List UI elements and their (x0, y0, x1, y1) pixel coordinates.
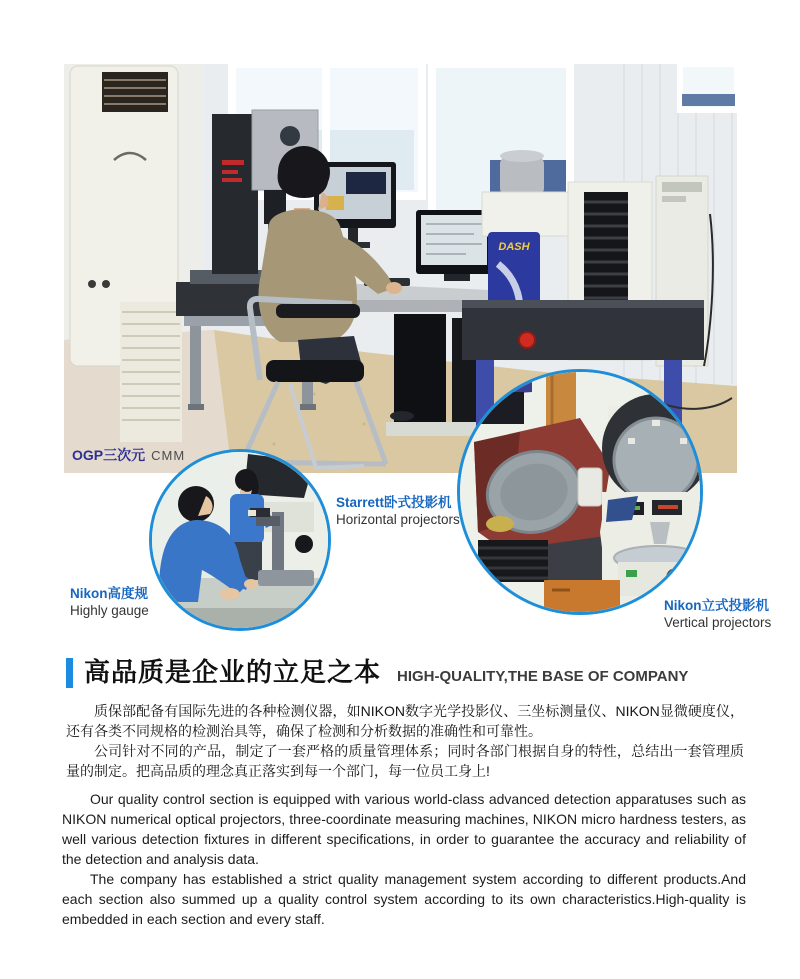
dash-logo-text: DASH (498, 241, 530, 253)
page-title-en: HIGH-QUALITY,THE BASE OF COMPANY (397, 668, 689, 685)
projector-inset-photo (457, 369, 703, 615)
starrett-caption-en: Horizontal projectors (336, 512, 460, 527)
nikon-height-caption-en: Highly gauge (70, 603, 149, 618)
paragraph-zh-1: 质保部配备有国际先进的各种检测仪器，如NIKON数字光学投影仪、三坐标测量仪、NIKON显微硬度仪，还有各类不同规格的检测治具等，确保了检测和分析数据的准确性和可靠性。 (66, 703, 744, 739)
starrett-caption (336, 494, 460, 528)
nikon-height-caption-zh: Nikon高度规 (70, 586, 149, 601)
nikon-vertical-projector-caption (664, 597, 771, 631)
heading-accent-bar (66, 658, 73, 688)
paragraph-en-1: Our quality control section is equipped with various world-class advanced detection apparatuses such as NIKON numerical optical projectors, three-coordinate measuring machines, NIKON micro hardness testers, as well various detection fixtures in different specifications, in order to guarantee the accuracy and reliability of the detection and analysis data. (62, 791, 746, 867)
orange-cabinet (544, 580, 620, 612)
nikon-vertical-caption-en: Vertical projectors (664, 615, 772, 630)
monitor (416, 210, 492, 281)
body-text-zh (66, 701, 744, 781)
paragraph-zh-2: 公司针对不同的产品，制定了一套严格的质量管理体系；同时各部门根据自身的特性，总结出一套管理质量的制定。把高品质的理念真正落实到每一个部门，每一位员工身上! (66, 743, 744, 779)
page-title-zh: 高品质是企业的立足之本 (84, 657, 382, 687)
ogp-caption-en: CMM (151, 448, 186, 463)
projector-inset-illustration (460, 372, 700, 612)
window (680, 64, 737, 110)
microscope-inset-illustration (152, 452, 328, 628)
microscope-inset-photo (149, 449, 331, 631)
tray-stack (120, 302, 182, 442)
body-text-en (62, 789, 746, 929)
ogp-cmm-caption (72, 447, 185, 464)
ogp-caption-zh: OGP三次元 (72, 447, 146, 463)
paragraph-en-2: The company has established a strict quality management system according to different products.And each section also summed up a quality control system according to its own characteristics.High-quality is embedded in each section and every staff. (62, 871, 746, 927)
nikon-vertical-caption-zh: Nikon立式投影机 (664, 598, 770, 613)
section-heading (66, 656, 746, 688)
starrett-caption-zh: Starrett卧式投影机 (336, 495, 452, 510)
nikon-height-gauge-caption (70, 585, 149, 619)
